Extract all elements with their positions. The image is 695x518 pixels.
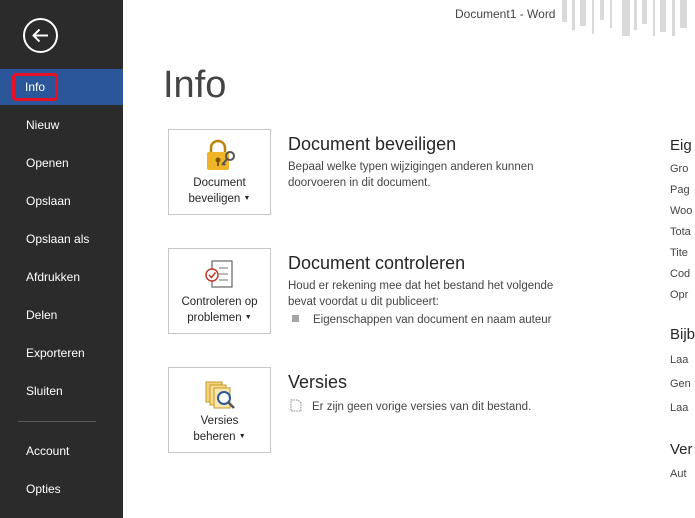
page-title: Info [163,64,227,106]
tile-label-line2 [169,191,270,207]
tile-label-line1: Document [193,177,246,189]
nav-item-nieuw[interactable] [0,107,123,143]
versions-note [290,399,531,413]
related-label: Laa [670,402,689,414]
nav-item-account[interactable] [0,433,123,469]
title-decoration [560,0,690,36]
nav-item-afdrukken[interactable] [0,259,123,295]
nav-item-delen[interactable] [0,297,123,333]
nav-item-label: Openen [26,156,69,170]
protect-document-button[interactable] [168,129,271,215]
property-label: Tite [670,247,688,259]
nav-item-exporteren[interactable] [0,335,123,371]
nav-item-label: Nieuw [26,118,60,132]
nav-item-label: Afdrukken [26,270,81,284]
nav-item-opslaan-als[interactable] [0,221,123,257]
list-item-text: Eigenschappen van document en naam auteur [313,314,552,326]
tile-label [169,294,270,326]
related-heading: Bijb [670,326,695,343]
section-title: Document controleren [288,253,466,273]
checklist-icon [202,257,238,293]
nav-item-label: Opties [26,482,61,496]
nav-item-label: Account [26,444,70,458]
nav-item-openen[interactable] [0,145,123,181]
related-label: Gen [670,378,691,390]
sidebar-divider [18,421,96,422]
property-label: Opr [670,289,689,301]
section-description: Houd er rekening mee dat het bestand het volgende bevat voordat u dit publiceert: [288,280,554,308]
people-heading: Ver [670,441,693,458]
nav-item-info[interactable] [0,69,123,105]
document-icon [290,399,302,412]
people-label: Aut [670,468,687,480]
dropdown-caret-icon: ▼ [243,195,251,202]
related-label: Laa [670,354,689,366]
tile-label [169,413,270,445]
manage-versions-button[interactable] [168,367,271,453]
nav-item-label: Opslaan als [26,232,90,246]
properties-heading: Eig [670,137,692,154]
back-button[interactable] [23,18,58,53]
property-label: Gro [670,163,689,175]
nav-item-opslaan[interactable] [0,183,123,219]
nav-item-label: Exporteren [26,346,85,360]
list-item [292,314,551,326]
versions-search-icon [202,376,238,412]
nav-item-label: Sluiten [26,384,63,398]
backstage-sidebar [0,0,123,518]
property-label: Woo [670,205,693,217]
tile-label-line1: Controleren op [181,296,258,308]
section-title: Document beveiligen [288,134,457,154]
tile-label-line1: Versies [200,415,239,427]
nav-item-label: Delen [26,308,58,322]
inspect-document-button[interactable] [168,248,271,334]
section-title: Versies [288,372,348,392]
nav-item-label: Opslaan [26,194,71,208]
section-description: Bepaal welke typen wijzigingen anderen kunnen doorvoeren in dit document. [288,161,534,189]
nav-item-label: Info [12,73,58,101]
bullet-icon [292,315,299,322]
property-label: Pag [670,184,690,196]
versions-note-text: Er zijn geen vorige versies van dit bestand. [312,401,532,413]
nav-item-opties[interactable] [0,471,123,507]
lock-key-icon [202,138,238,174]
window-title: Document1 - Word [455,7,556,21]
tile-label-text: problemen [187,312,242,325]
dropdown-caret-icon: ▼ [244,314,252,321]
tile-label-line2 [169,429,270,445]
tile-label-line2 [169,310,270,326]
property-label: Cod [670,268,691,280]
property-label: Tota [670,226,691,238]
tile-label-text: beheren [193,431,236,444]
tile-label-text: beveiligen [188,193,241,206]
nav-item-sluiten[interactable] [0,373,123,409]
back-arrow-icon [30,25,51,46]
tile-label [169,175,270,207]
dropdown-caret-icon: ▼ [238,433,246,440]
